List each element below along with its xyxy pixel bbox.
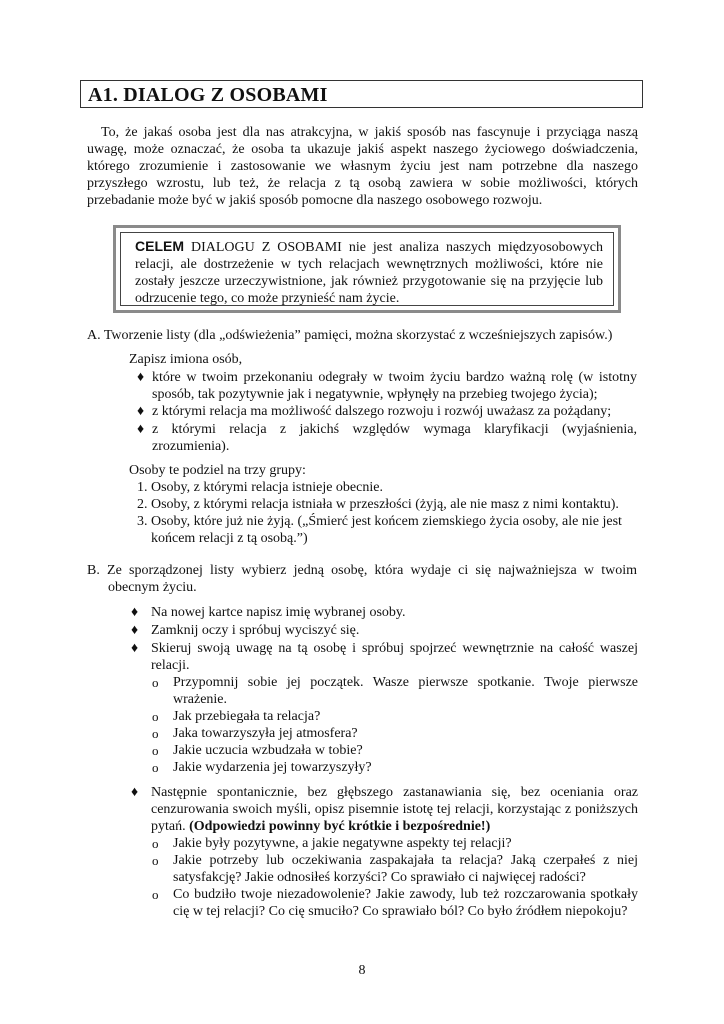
question-text: Co budziło twoje niezadowolenie? Jakie zawody, lub też rozczarowania spotkały cię w tej relacji? Co cię smuciło? Co sprawiało ból? Co było źródłem niepokoju? (173, 887, 638, 919)
diamond-bullet-icon: ♦ (131, 641, 139, 656)
goal-text (135, 238, 603, 307)
circle-bullet-icon: o (152, 760, 159, 775)
group-item: 2. Osoby, z którymi relacja istniała w przeszłości (żyją, ale nie masz z nimi kontaktu). (137, 497, 619, 512)
section-title: A1. DIALOG Z OSOBAMI (88, 84, 328, 106)
question-text: Jak przebiegała ta relacja? (173, 709, 321, 724)
circle-bullet-icon: o (152, 726, 159, 741)
question-text: Jakie uczucia wzbudzała w tobie? (173, 743, 363, 758)
group-item: 1. Osoby, z którymi relacja istnieje obecnie. (137, 480, 383, 495)
goal-box-inner (120, 232, 614, 306)
section-b-heading: B. Ze sporządzonej listy wybierz jedną osobę, która wydaje ci się najważniejsza w twoim obecnym życiu. (87, 563, 637, 595)
list-item-text (151, 784, 638, 835)
section-a-heading: A. Tworzenie listy (dla „odświeżenia” pamięci, można skorzystać z wcześniejszych zapisów.) (87, 328, 613, 343)
list-item-text: Zamknij oczy i spróbuj wyciszyć się. (151, 623, 360, 638)
instruction-emphasis: (Odpowiedzi powinny być krótkie i bezpośrednie!) (189, 819, 491, 834)
goal-box (113, 225, 621, 313)
diamond-bullet-icon: ♦ (137, 422, 145, 437)
intro-paragraph: To, że jakaś osoba jest dla nas atrakcyjna, w jakiś sposób nas fascynuje i przyciąga naszą uwagę, może oznaczać, że osoba ta ukazuje jakiś aspekt naszego życiowego doświadczenia, którego zrozumienie i zastosowanie we własnym życiu jest nam potrzebne dla naszego przyszłego wzrostu, lub też, że relacja z tą osobą zawiera w sobie możliwości, których przebadanie może być w jakiś sposób pomocne dla naszego osobowego rozwoju. (87, 125, 638, 208)
question-text: Jakie wydarzenia jej towarzyszyły? (173, 760, 372, 775)
circle-bullet-icon: o (152, 887, 159, 902)
page-number: 8 (358, 963, 366, 978)
question-text: Jaka towarzyszyła jej atmosfera? (173, 726, 358, 741)
diamond-bullet-icon: ♦ (137, 404, 145, 419)
circle-bullet-icon: o (152, 743, 159, 758)
question-text: Przypomnij sobie jej początek. Wasze pierwsze spotkanie. Twoje pierwsze wrażenie. (173, 675, 638, 707)
circle-bullet-icon: o (152, 836, 159, 851)
question-text: Jakie potrzeby lub oczekiwania zaspakajała ta relacja? Jaką czerpałeś z niej satysfakcję? Jakie odnosiłeś korzyści? Co sprawiało ci najwięcej radości? (173, 853, 638, 885)
list-item-text: Na nowej kartce napisz imię wybranej osoby. (151, 605, 406, 620)
goal-lead: CELEM (135, 238, 184, 254)
circle-bullet-icon: o (152, 675, 159, 690)
instruction-text: Następnie spontanicznie, bez głębszego zastanawiania się, bez oceniania oraz cenzurowania swoich myśli, opisz pisemnie istotę tej relacji, korzystając z poniższych pytań. (151, 785, 638, 834)
diamond-bullet-icon: ♦ (131, 623, 139, 638)
diamond-bullet-icon: ♦ (137, 370, 145, 385)
groups-intro: Osoby te podziel na trzy grupy: (129, 463, 306, 478)
circle-bullet-icon: o (152, 853, 159, 868)
list-item-text: Skieruj swoją uwagę na tą osobę i spróbuj spojrzeć wewnętrznie na całość waszej relacji. (151, 641, 638, 673)
names-intro: Zapisz imiona osób, (129, 352, 243, 367)
group-item: 3. Osoby, które już nie żyją. („Śmierć jest końcem ziemskiego życia osoby, ale nie jest końcem relacji z tą osobą.”) (137, 514, 622, 546)
list-item-text: które w twoim przekonaniu odegrały w twoim życiu bardzo ważną rolę (w istotny sposób, tak pozytywnie jak i negatywnie, wpłynęły na przebieg twojego życia); (152, 370, 637, 402)
circle-bullet-icon: o (152, 709, 159, 724)
list-item-text: z którymi relacja ma możliwość dalszego rozwoju i rozwój uważasz za pożądany; (152, 404, 612, 419)
goal-body: DIALOGU Z OSOBAMI nie jest analiza naszych międzyosobowych relacji, ale dostrzeżenie w tych relacjach wewnętrznych możliwości, które nie zostały jeszcze urzeczywistnione, jak również przygotowanie się na przyjęcie lub odrzucenie tego, co może przynieść nam życie. (135, 240, 603, 306)
diamond-bullet-icon: ♦ (131, 605, 139, 620)
list-item-text: z którymi relacja z jakichś względów wymaga klaryfikacji (wyjaśnienia, zrozumienia). (152, 422, 637, 454)
diamond-bullet-icon: ♦ (131, 785, 139, 800)
section-title-box (80, 80, 643, 108)
question-text: Jakie były pozytywne, a jakie negatywne aspekty tej relacji? (173, 836, 512, 851)
